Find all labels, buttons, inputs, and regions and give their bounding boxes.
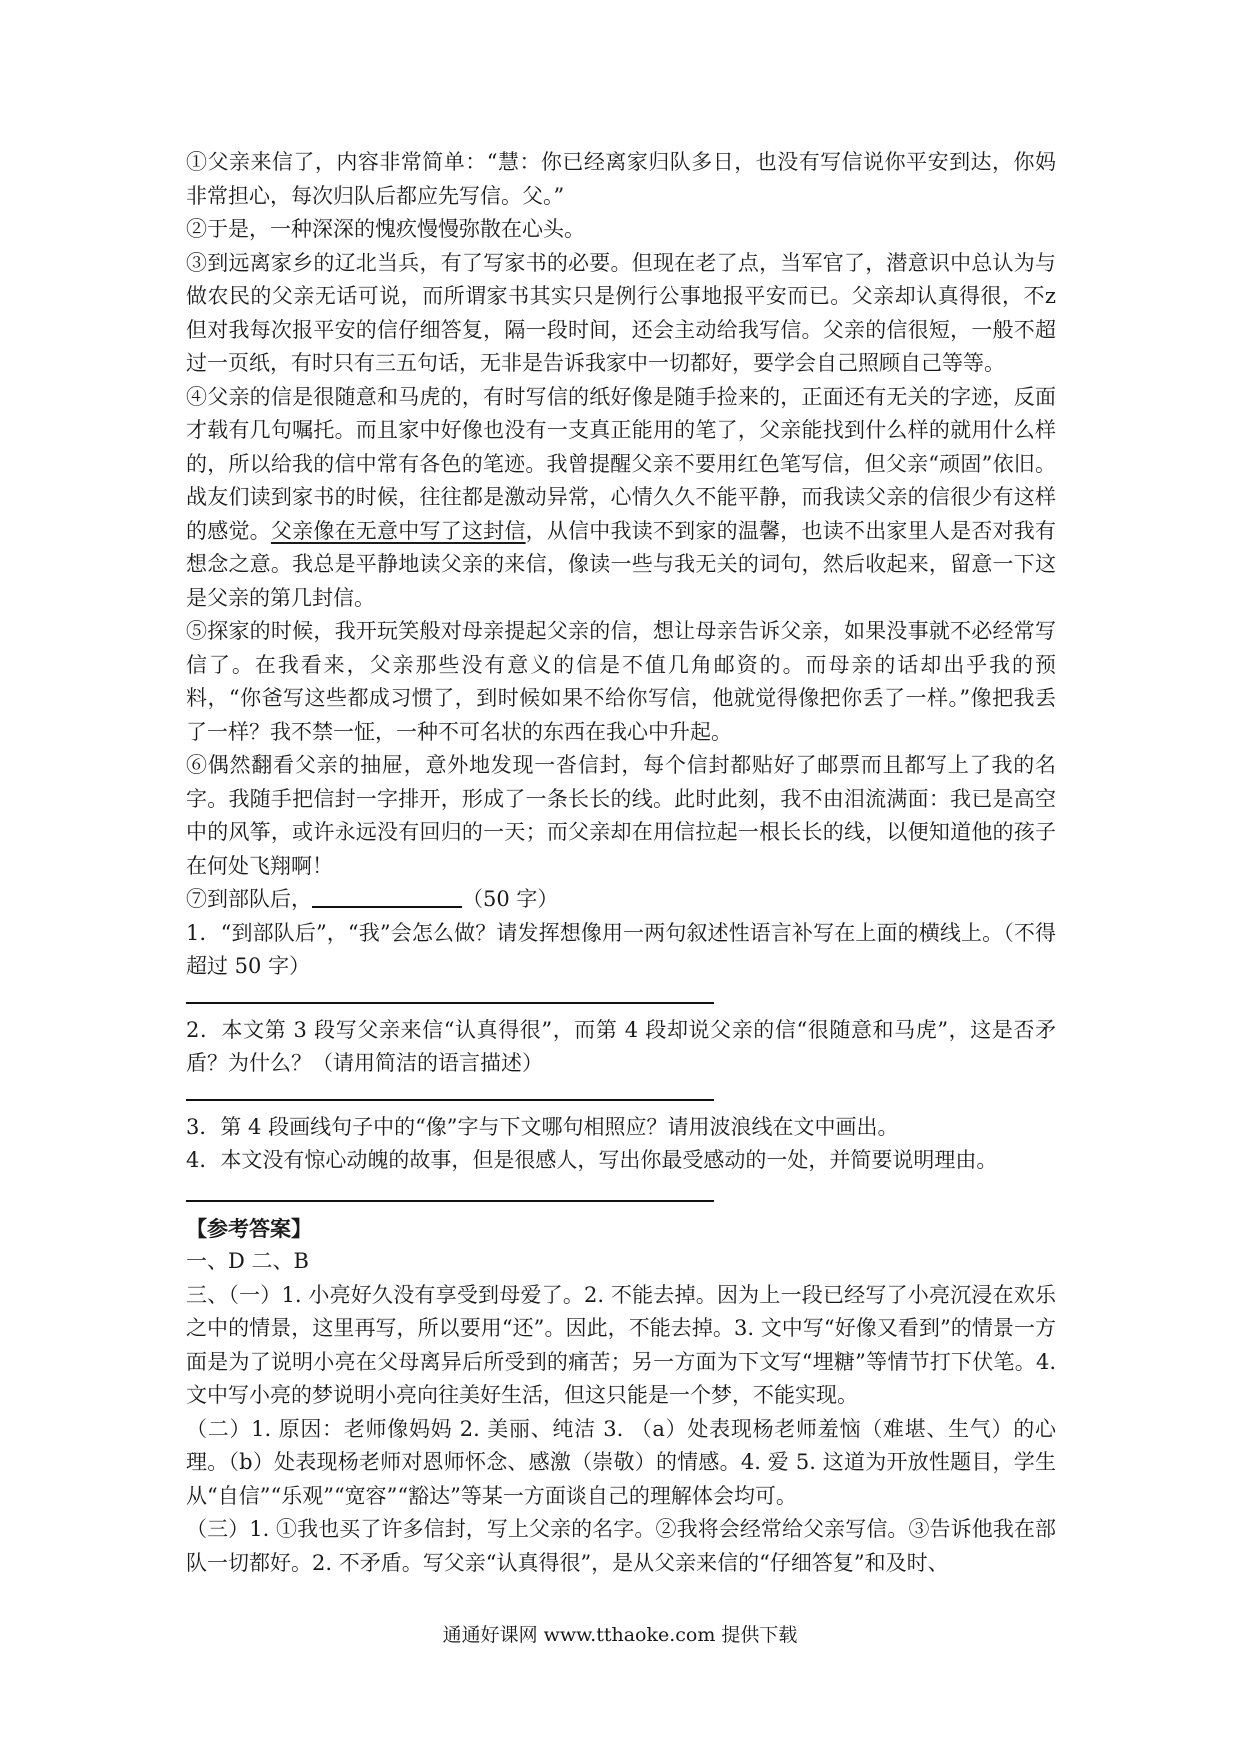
paragraph-7: [186, 883, 1056, 917]
paragraph-2: ②于是，一种深深的愧疚慢慢弥散在心头。: [186, 217, 585, 241]
paragraph-6: ⑥偶然翻看父亲的抽屉，意外地发现一沓信封，每个信封都贴好了邮票而且都写上了我的名字。我随手把信封一字排开，形成了一条长长的线。此时此刻，我不由泪流满面：我已是高空中的风筝，或许永远没有回归的一天；而父亲却在用信拉起一根长长的线，以便知道他的孩子在何处飞翔啊！: [186, 753, 1056, 878]
answer-part-2: 三、（一）1. 小亮好久没有享受到母爱了。2. 不能去掉。因为上一段已经写了小亮沉浸在欢乐之中的情景，这里再写，所以要用“还”。因此，不能去掉。3. 文中写“好像又看到”的情景一方面是为了说明小亮在父母离异后所受到的痛苦；另一方面为下文写“埋糖”等情节打下伏笔。4. 文中写小亮的梦说明小亮向往美好生活，但这只能是一个梦，不能实现。: [186, 1282, 1056, 1407]
paragraph-5: ⑤探家的时候，我开玩笑般对母亲提起父亲的信，想让母亲告诉父亲，如果没事就不必经常写信了。在我看来，父亲那些没有意义的信是不值几角邮资的。而母亲的话却出乎我的预料，“你爸写这些都成习惯了，到时候如果不给你写信，他就觉得像把你丢了一样。”像把我丢了一样？我不禁一怔，一种不可名状的东西在我心中升起。: [186, 619, 1056, 744]
paragraph-3: ③到远离家乡的辽北当兵，有了写家书的必要。但现在老了点，当军官了，潜意识中总认为与做农民的父亲无话可说，而所谓家书其实只是例行公事地报平安而已。父亲却认真得很，不z但对我每次报平安的信仔细答复，隔一段时间，还会主动给我写信。父亲的信很短，一般不超过一页纸，有时只有三五句话，无非是告诉我家中一切都好，要学会自己照顾自己等等。: [186, 250, 1056, 375]
document-page: [186, 146, 1056, 1580]
paragraph-4: [186, 381, 1056, 616]
paragraph-7-prefix: ⑦到部队后，: [186, 887, 312, 911]
answer-line-2: [186, 1099, 714, 1101]
fill-in-blank: [312, 884, 462, 908]
paragraph-7-suffix: （50 字）: [462, 887, 559, 911]
answer-line-1: [186, 1002, 714, 1004]
answer-part-3: （二）1. 原因：老师像妈妈 2. 美丽、纯洁 3. （a）处表现杨老师羞恼（难堪、生气）的心理。（b）处表现杨老师对恩师怀念、感激（崇敬）的情感。4. 爱 5. 这道为开放性题目，学生从“自信”“乐观”“宽容”“豁达”等某一方面谈自己的理解体会均可。: [186, 1416, 1056, 1508]
underlined-sentence: 父亲像在无意中写了这封信: [270, 518, 526, 543]
answers-heading: 【参考答案】: [186, 1215, 312, 1241]
page-footer: 通通好课网 www.tthaoke.com 提供下载: [442, 1624, 798, 1646]
answer-part-1: 一、D 二、B: [186, 1249, 309, 1273]
paragraph-1: ①父亲来信了，内容非常简单：“慧：你已经离家归队多日，也没有写信说你平安到达，你妈非常担心，每次归队后都应先写信。父。”: [186, 150, 1056, 208]
question-3: 3．第 4 段画线句子中的“像”字与下文哪句相照应？请用波浪线在文中画出。: [186, 1114, 899, 1139]
question-4: 4．本文没有惊心动魄的故事，但是很感人，写出你最受感动的一处，并简要说明理由。: [186, 1148, 998, 1172]
answer-part-4: （三）1. ①我也买了许多信封，写上父亲的名字。②我将会经常给父亲写信。③告诉他我在部队一切都好。2. 不矛盾。写父亲“认真得很”，是从父亲来信的“仔细答复”和及时、: [186, 1517, 1056, 1575]
question-1: 1．“到部队后”，“我”会怎么做？请发挥想像用一两句叙述性语言补写在上面的横线上。（不得超过 50 字）: [186, 920, 1056, 978]
question-2: 2．本文第 3 段写父亲来信“认真得很”，而第 4 段却说父亲的信“很随意和马虎”，这是否矛盾？为什么？（请用简洁的语言描述）: [186, 1017, 1056, 1075]
paragraph-4-part-b: ，从信中我读不到家的温馨，也读不出家里人是否对我有想念之意。我总是平静地读父亲的来信，像读一些与我无关的词句，然后收起来，留意一下这是父亲的第几封信。: [186, 518, 1057, 610]
answer-line-4: [186, 1200, 714, 1202]
paragraph-4-part-a: ④父亲的信是很随意和马虎的，有时写信的纸好像是随手捡来的，正面还有无关的字迹，反面才载有几句嘱托。而且家中好像也没有一支真正能用的笔了，父亲能找到什么样的就用什么样的，所以给我的信中常有各色的笔迹。我曾提醒父亲不要用红色笔写信，但父亲“顽固”依旧。战友们读到家书的时候，往往都是激动异常，心情久久不能平静，而我读父亲的信很少有这样的感觉。: [186, 384, 1056, 543]
